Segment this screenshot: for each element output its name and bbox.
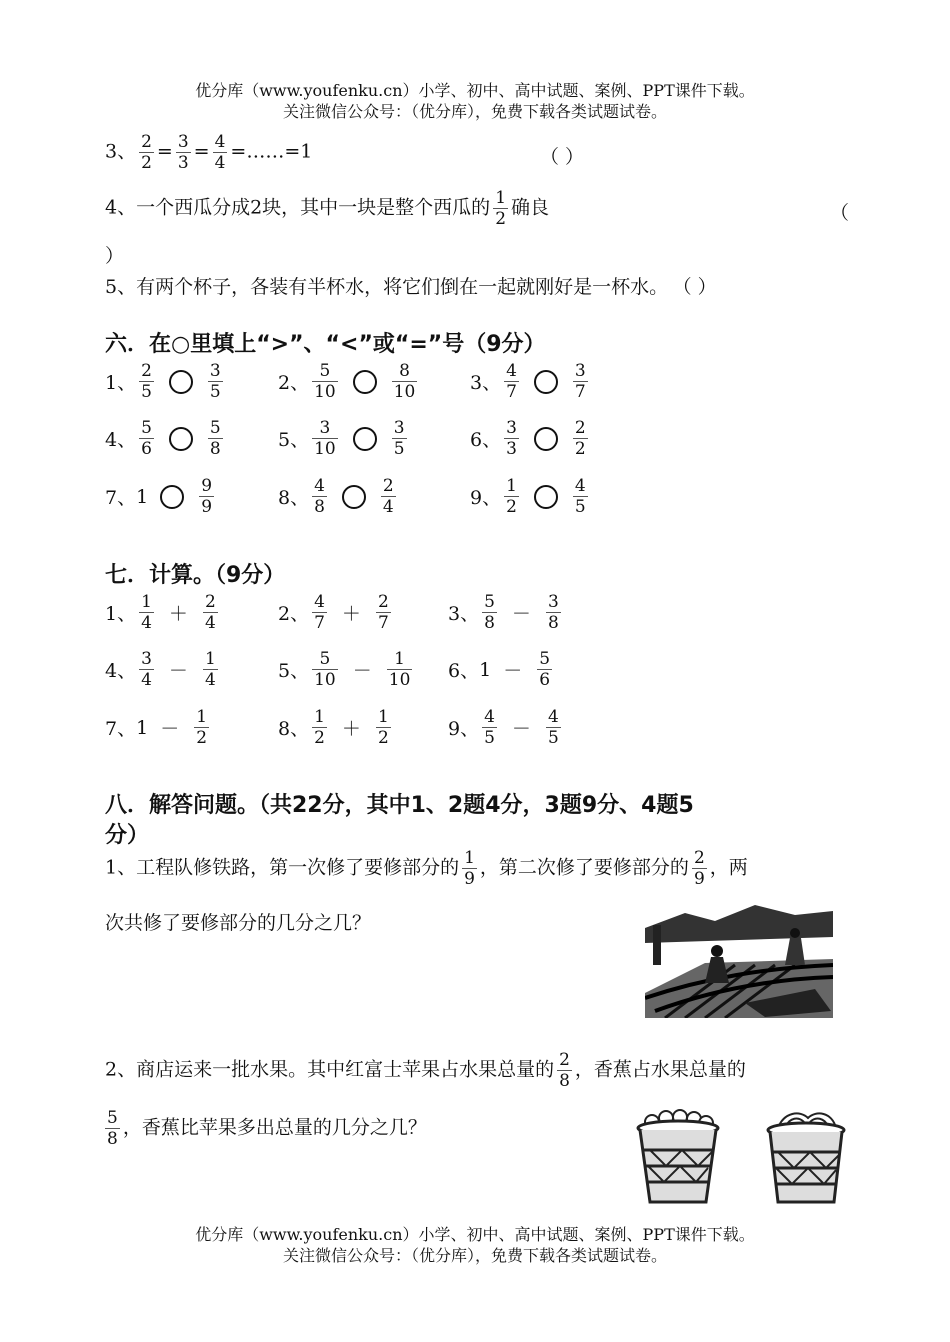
fraction-numerator: 5 <box>484 592 495 612</box>
fraction-denominator: 7 <box>377 613 389 633</box>
footer-line-2: 关注微信公众号：（优分库），免费下载各类试题试卷。 <box>282 1246 667 1265</box>
item-number: 6、 <box>470 429 502 451</box>
fraction-denominator: 2 <box>377 728 389 748</box>
fraction-denominator: 5 <box>574 497 586 517</box>
operator: － <box>352 660 372 682</box>
operator: － <box>511 603 531 625</box>
item-number: 6、 <box>448 660 480 682</box>
fraction <box>139 361 154 402</box>
fraction <box>312 361 338 402</box>
fraction-numerator: 9 <box>201 476 213 496</box>
fraction-denominator: 4 <box>141 670 152 690</box>
fraction-denominator: 10 <box>314 439 336 459</box>
fraction <box>482 592 497 633</box>
compare-item <box>470 361 591 402</box>
compare-item <box>470 476 591 517</box>
calc-item <box>105 592 221 633</box>
operator: ＋ <box>168 603 188 625</box>
answer-circle[interactable] <box>169 427 193 451</box>
calc-item <box>448 592 564 633</box>
fraction-numerator: 1 <box>506 476 517 496</box>
judge-q3: 3、 $\frac{2}{2}$ = $\frac{3}{3}$ = $\frac{4}{4}$ =……=1 <box>105 132 313 173</box>
fraction <box>376 707 391 748</box>
fraction-denominator: 10 <box>393 382 416 402</box>
calc-item <box>278 592 394 633</box>
fraction <box>573 418 588 459</box>
judge-q5-answer-paren[interactable]: （ ） <box>682 276 717 298</box>
operator: － <box>503 660 523 682</box>
judge-q4-paren-open[interactable]: （ <box>830 202 850 224</box>
fraction-numerator: 3 <box>393 418 405 438</box>
item-number: 1、 <box>105 372 137 394</box>
fraction <box>312 476 327 517</box>
calc-item <box>105 649 221 690</box>
compare-item <box>278 418 410 459</box>
page-footer <box>0 1224 950 1266</box>
fraction-numerator: 5 <box>141 418 152 438</box>
fraction-numerator: 2 <box>377 592 389 612</box>
fraction <box>312 418 338 459</box>
fraction-numerator: 2 <box>141 361 152 381</box>
whole-number: 1 <box>136 716 149 739</box>
fraction-denominator: 4 <box>382 497 394 517</box>
fraction-denominator: 9 <box>201 497 213 517</box>
fraction <box>482 707 497 748</box>
fraction <box>504 476 519 517</box>
operator: － <box>168 660 188 682</box>
answer-circle[interactable] <box>169 370 193 394</box>
fraction <box>546 592 561 633</box>
judge-q4-paren-close[interactable]: ） <box>105 245 125 267</box>
fraction-denominator: 5 <box>209 382 221 402</box>
problem-2: 2、商店运来一批水果。其中红富士苹果占水果总量的 $\frac{2}{8}$ ，香蕉占水果总量的 <box>105 1050 746 1091</box>
item-number: 3、 <box>470 372 502 394</box>
fraction-denominator: 7 <box>574 382 586 402</box>
answer-circle[interactable] <box>534 370 558 394</box>
fraction <box>139 418 154 459</box>
fraction <box>376 592 391 633</box>
calc-item <box>448 707 564 748</box>
fraction-numerator: 4 <box>314 592 325 612</box>
answer-circle[interactable] <box>342 485 366 509</box>
fraction-denominator: 7 <box>314 613 325 633</box>
fraction <box>504 361 519 402</box>
fraction-numerator: 5 <box>209 418 221 438</box>
fraction <box>312 592 327 633</box>
fraction <box>573 476 588 517</box>
fraction <box>381 476 396 517</box>
fraction-denominator: 4 <box>141 613 152 633</box>
fraction <box>199 476 214 517</box>
operator: － <box>160 718 180 740</box>
fraction <box>139 592 154 633</box>
fraction-numerator: 1 <box>377 707 389 727</box>
item-number: 4、 <box>105 660 137 682</box>
fraction-numerator: 4 <box>314 476 325 496</box>
section-8-title-line-2: 分） <box>105 823 150 848</box>
operator: ＋ <box>341 603 361 625</box>
compare-item <box>105 361 226 402</box>
fraction <box>312 707 327 748</box>
fraction-denominator: 5 <box>547 728 559 748</box>
fraction-denominator: 10 <box>314 670 336 690</box>
fraction <box>312 649 338 690</box>
item-number: 1、 <box>105 603 137 625</box>
fraction-numerator: 1 <box>196 707 208 727</box>
fraction-numerator: 2 <box>204 592 216 612</box>
fraction-numerator: 4 <box>547 707 559 727</box>
fraction-denominator: 10 <box>314 382 336 402</box>
compare-item <box>105 476 217 517</box>
item-number: 9、 <box>448 718 480 740</box>
fraction <box>208 418 223 459</box>
header-line-1: 优分库（www.youfenku.cn）小学、初中、高中试题、案例、PPT课件下载。 <box>195 81 755 100</box>
calc-item <box>278 649 415 690</box>
item-number: 7、 <box>105 718 137 740</box>
fraction <box>203 592 218 633</box>
fraction-numerator: 2 <box>382 476 394 496</box>
fraction <box>203 649 218 690</box>
fraction: $\frac{3}{3}$ <box>177 132 189 173</box>
problem-1: 1、工程队修铁路，第一次修了要修部分的 $\frac{1}{9}$ ，第二次修了要修部分的 $\frac{2}{9}$ ，两 <box>105 848 748 889</box>
fraction-denominator: 8 <box>484 613 495 633</box>
fraction-denominator: 8 <box>547 613 559 633</box>
fraction: $\frac{4}{4}$ <box>214 132 226 173</box>
section-8-title-line-1: 八．解答问题。（共22分，其中1、2题4分，3题9分、4题5 <box>105 793 694 818</box>
fraction-numerator: 4 <box>574 476 586 496</box>
problem-2-line-2: $\frac{5}{8}$ ，香蕉比苹果多出总量的几分之几？ <box>107 1108 427 1149</box>
apple-basket-drawing <box>636 1108 720 1208</box>
fraction-denominator: 4 <box>204 670 216 690</box>
answer-circle[interactable] <box>353 370 377 394</box>
answer-circle[interactable] <box>160 485 184 509</box>
fraction-denominator: 7 <box>506 382 517 402</box>
fraction-numerator: 1 <box>204 649 216 669</box>
railway-workers-drawing <box>645 893 833 1018</box>
fraction-denominator: 2 <box>314 728 325 748</box>
compare-item <box>105 418 226 459</box>
fraction <box>392 361 418 402</box>
fraction-denominator: 2 <box>196 728 208 748</box>
page-header <box>0 80 950 122</box>
whole-number: 1 <box>479 658 492 681</box>
item-number: 7、 <box>105 487 137 509</box>
item-number: 9、 <box>470 487 502 509</box>
answer-circle[interactable] <box>353 427 377 451</box>
fraction-denominator: 2 <box>506 497 517 517</box>
fraction-numerator: 2 <box>574 418 586 438</box>
fraction <box>546 707 561 748</box>
calc-item <box>448 649 555 690</box>
fraction <box>194 707 209 748</box>
fraction <box>208 361 223 402</box>
answer-circle[interactable] <box>534 427 558 451</box>
fraction: $\frac{1}{9}$ <box>464 848 475 889</box>
calc-item <box>278 707 394 748</box>
compare-item <box>278 361 420 402</box>
fraction-denominator: 10 <box>388 670 411 690</box>
fraction-numerator: 3 <box>319 418 331 438</box>
fraction: $\frac{2}{2}$ <box>141 132 152 173</box>
fraction-numerator: 3 <box>209 361 221 381</box>
item-number: 5、 <box>278 660 310 682</box>
footer-line-1: 优分库（www.youfenku.cn）小学、初中、高中试题、案例、PPT课件下载。 <box>195 1225 755 1244</box>
fraction: $\frac{2}{9}$ <box>693 848 705 889</box>
section-6-title: 六．在○里填上“>”、“<”或“=”号（9分） <box>105 332 546 357</box>
item-number: 2、 <box>278 603 310 625</box>
item-number: 3、 <box>448 603 480 625</box>
fraction-numerator: 1 <box>394 649 405 669</box>
fraction-denominator: 6 <box>539 670 551 690</box>
item-number: 5、 <box>278 429 310 451</box>
calc-item <box>105 707 212 748</box>
fraction-numerator: 4 <box>484 707 495 727</box>
judge-q5: 5、有两个杯子，各装有半杯水，将它们倒在一起就刚好是一杯水。 （ ） <box>105 276 717 298</box>
fraction-denominator: 8 <box>209 439 221 459</box>
problem-1-line-2: 次共修了要修部分的几分之几？ <box>105 912 372 934</box>
whole-number: 1 <box>136 485 149 508</box>
item-number: 8、 <box>278 487 310 509</box>
item-number: 4、 <box>105 429 137 451</box>
fraction-denominator: 6 <box>141 439 152 459</box>
fraction-numerator: 3 <box>141 649 152 669</box>
operator: ＋ <box>341 718 361 740</box>
fraction: $\frac{5}{8}$ <box>107 1108 118 1149</box>
fraction-denominator: 5 <box>141 382 152 402</box>
fraction-numerator: 5 <box>539 649 551 669</box>
fraction-numerator: 5 <box>319 649 331 669</box>
fraction-numerator: 8 <box>399 361 410 381</box>
fraction-denominator: 2 <box>574 439 586 459</box>
operator: － <box>511 718 531 740</box>
fraction-numerator: 4 <box>506 361 517 381</box>
fraction-numerator: 3 <box>574 361 586 381</box>
fraction-numerator: 1 <box>314 707 325 727</box>
fraction-numerator: 1 <box>141 592 152 612</box>
banana-basket-drawing <box>764 1108 848 1208</box>
fraction-numerator: 3 <box>506 418 517 438</box>
section-7-title: 七．计算。（9分） <box>105 563 286 588</box>
fraction: $\frac{2}{8}$ <box>559 1050 570 1091</box>
fraction <box>387 649 413 690</box>
compare-item <box>278 476 399 517</box>
fraction-denominator: 5 <box>393 439 405 459</box>
fraction-numerator: 3 <box>547 592 559 612</box>
fraction <box>573 361 588 402</box>
fraction: $\frac{1}{2}$ <box>495 188 507 229</box>
fraction-denominator: 3 <box>506 439 517 459</box>
fraction-denominator: 5 <box>484 728 495 748</box>
item-number: 2、 <box>278 372 310 394</box>
answer-circle[interactable] <box>534 485 558 509</box>
fraction <box>392 418 407 459</box>
fraction <box>139 649 154 690</box>
fraction-numerator: 5 <box>319 361 331 381</box>
compare-item <box>470 418 591 459</box>
header-line-2: 关注微信公众号：（优分库），免费下载各类试题试卷。 <box>282 102 667 121</box>
fraction <box>537 649 552 690</box>
judge-q3-answer-paren[interactable]: （ ） <box>540 146 585 168</box>
fraction <box>504 418 519 459</box>
fraction-denominator: 4 <box>204 613 216 633</box>
item-number: 8、 <box>278 718 310 740</box>
judge-q4: 4、一个西瓜分成2块，其中一块是整个西瓜的 $\frac{1}{2}$ 确良 <box>105 188 550 229</box>
fraction-denominator: 8 <box>314 497 325 517</box>
